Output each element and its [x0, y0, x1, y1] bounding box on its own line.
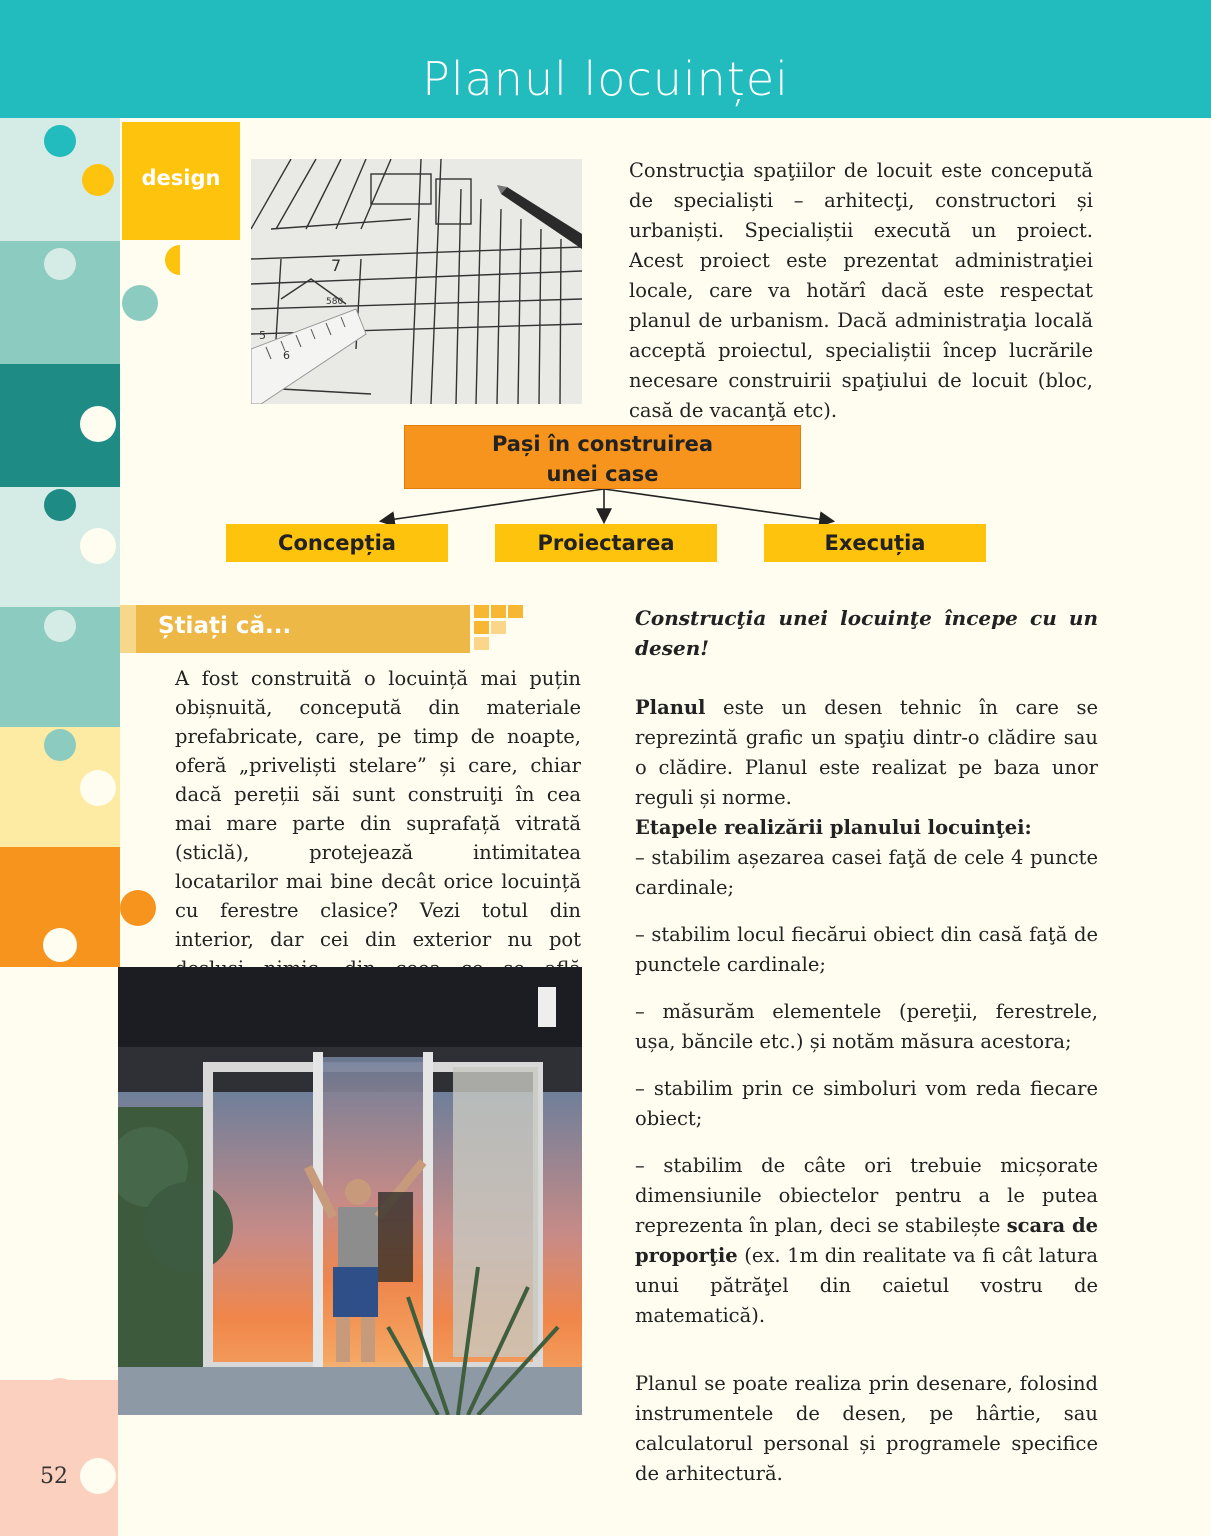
plan-step-4: – stabilim prin ce simboluri vom reda fiecare obiect; — [635, 1077, 1098, 1130]
page-title: Planul locuinței — [422, 52, 789, 106]
page-header — [0, 0, 1211, 118]
plan-step-2: – stabilim locul fiecărui obiect din casă faţă de punctele cardinale; — [635, 923, 1098, 976]
did-you-know-text: A fost construită o locuință mai puțin obișnuită, concepută din materiale prefabricate, care, pe timp de noapte, oferă „priveliști stelare” și care, chiar dacă pereții săi sunt construiţi în cea mai mare parte din suprafață vitrată (sticlă), protejează intimitatea locatarilor mai bine decât orice locuință cu ferestre clasice? Vezi totul din interior, dar cei din exterior nu pot — [175, 667, 581, 951]
plan-label-7: 7 — [331, 256, 342, 275]
did-you-know-banner — [120, 605, 470, 653]
plan-closing: Planul se poate realiza prin desenare, folosind instrumentele de desen, pe hârtie, sau calculatorul personal și programele specifice de arhitectură. — [635, 1372, 1098, 1485]
design-tag-label: design — [141, 166, 221, 190]
plan-steps-title: Etapele realizării planului locuinţei: — [635, 816, 1032, 839]
step-proiectarea: Proiectarea — [495, 524, 717, 562]
plan-label-580: 580 — [326, 297, 344, 307]
plan-section — [635, 603, 1098, 1489]
design-tag — [122, 122, 240, 240]
blueprint-photo — [251, 159, 582, 404]
glass-house-photo — [118, 967, 582, 1415]
plan-step-5: – stabilim de câte ori trebuie micșorate dimensiunile obiectelor pentru a le putea reprezenta în plan, deci se stabilește scara de proporţie (ex. 1m din realitate va fi cât latura unui pătrăţel din caietul vostru de matematică). — [635, 1154, 1098, 1327]
ruler-label-6: 6 — [283, 349, 290, 362]
diagram-title — [404, 425, 801, 489]
ruler-label-5: 5 — [259, 329, 266, 342]
step-conceptia: Concepția — [226, 524, 448, 562]
plan-heading: Construcţia unei locuinţe începe cu un desen! — [635, 606, 1098, 660]
intro-paragraph: Construcţia spaţiilor de locuit este concepută de specialiști – arhitecţi, constructori și urbaniști. Specialiștii execută un proiect. Acest proiect este prezentat administraţiei locale, care va hotărî dacă este respectat planul de urbanism. Dacă administraţia locală acceptă proiectul, specialiștii încep lucrările necesare construirii spaţiului de locuit (bloc, casă de vacanţă etc). — [629, 159, 1093, 422]
step-executia: Execuția — [764, 524, 986, 562]
diagram-title-line1: Pași în construirea — [491, 432, 714, 456]
diagram-title-line2: unei case — [546, 462, 659, 486]
plan-definition — [635, 693, 1098, 813]
plan-def-bold: Planul — [635, 696, 706, 719]
plan-def-text: este un desen tehnic în care se reprezintă grafic un spaţiu dintr-o clădire sau o clădire. Planul este realizat pe baza unor reguli și norme. — [635, 696, 1098, 809]
did-you-know-title: Știați că... — [158, 613, 292, 639]
page-number: 52 — [40, 1464, 68, 1489]
plan-step-1: – stabilim așezarea casei faţă de cele 4 puncte cardinale; — [635, 846, 1098, 899]
plan-step-3: – măsurăm elementele (pereţii, ferestrele, ușa, băncile etc.) și notăm măsura acestora; — [635, 1000, 1098, 1053]
